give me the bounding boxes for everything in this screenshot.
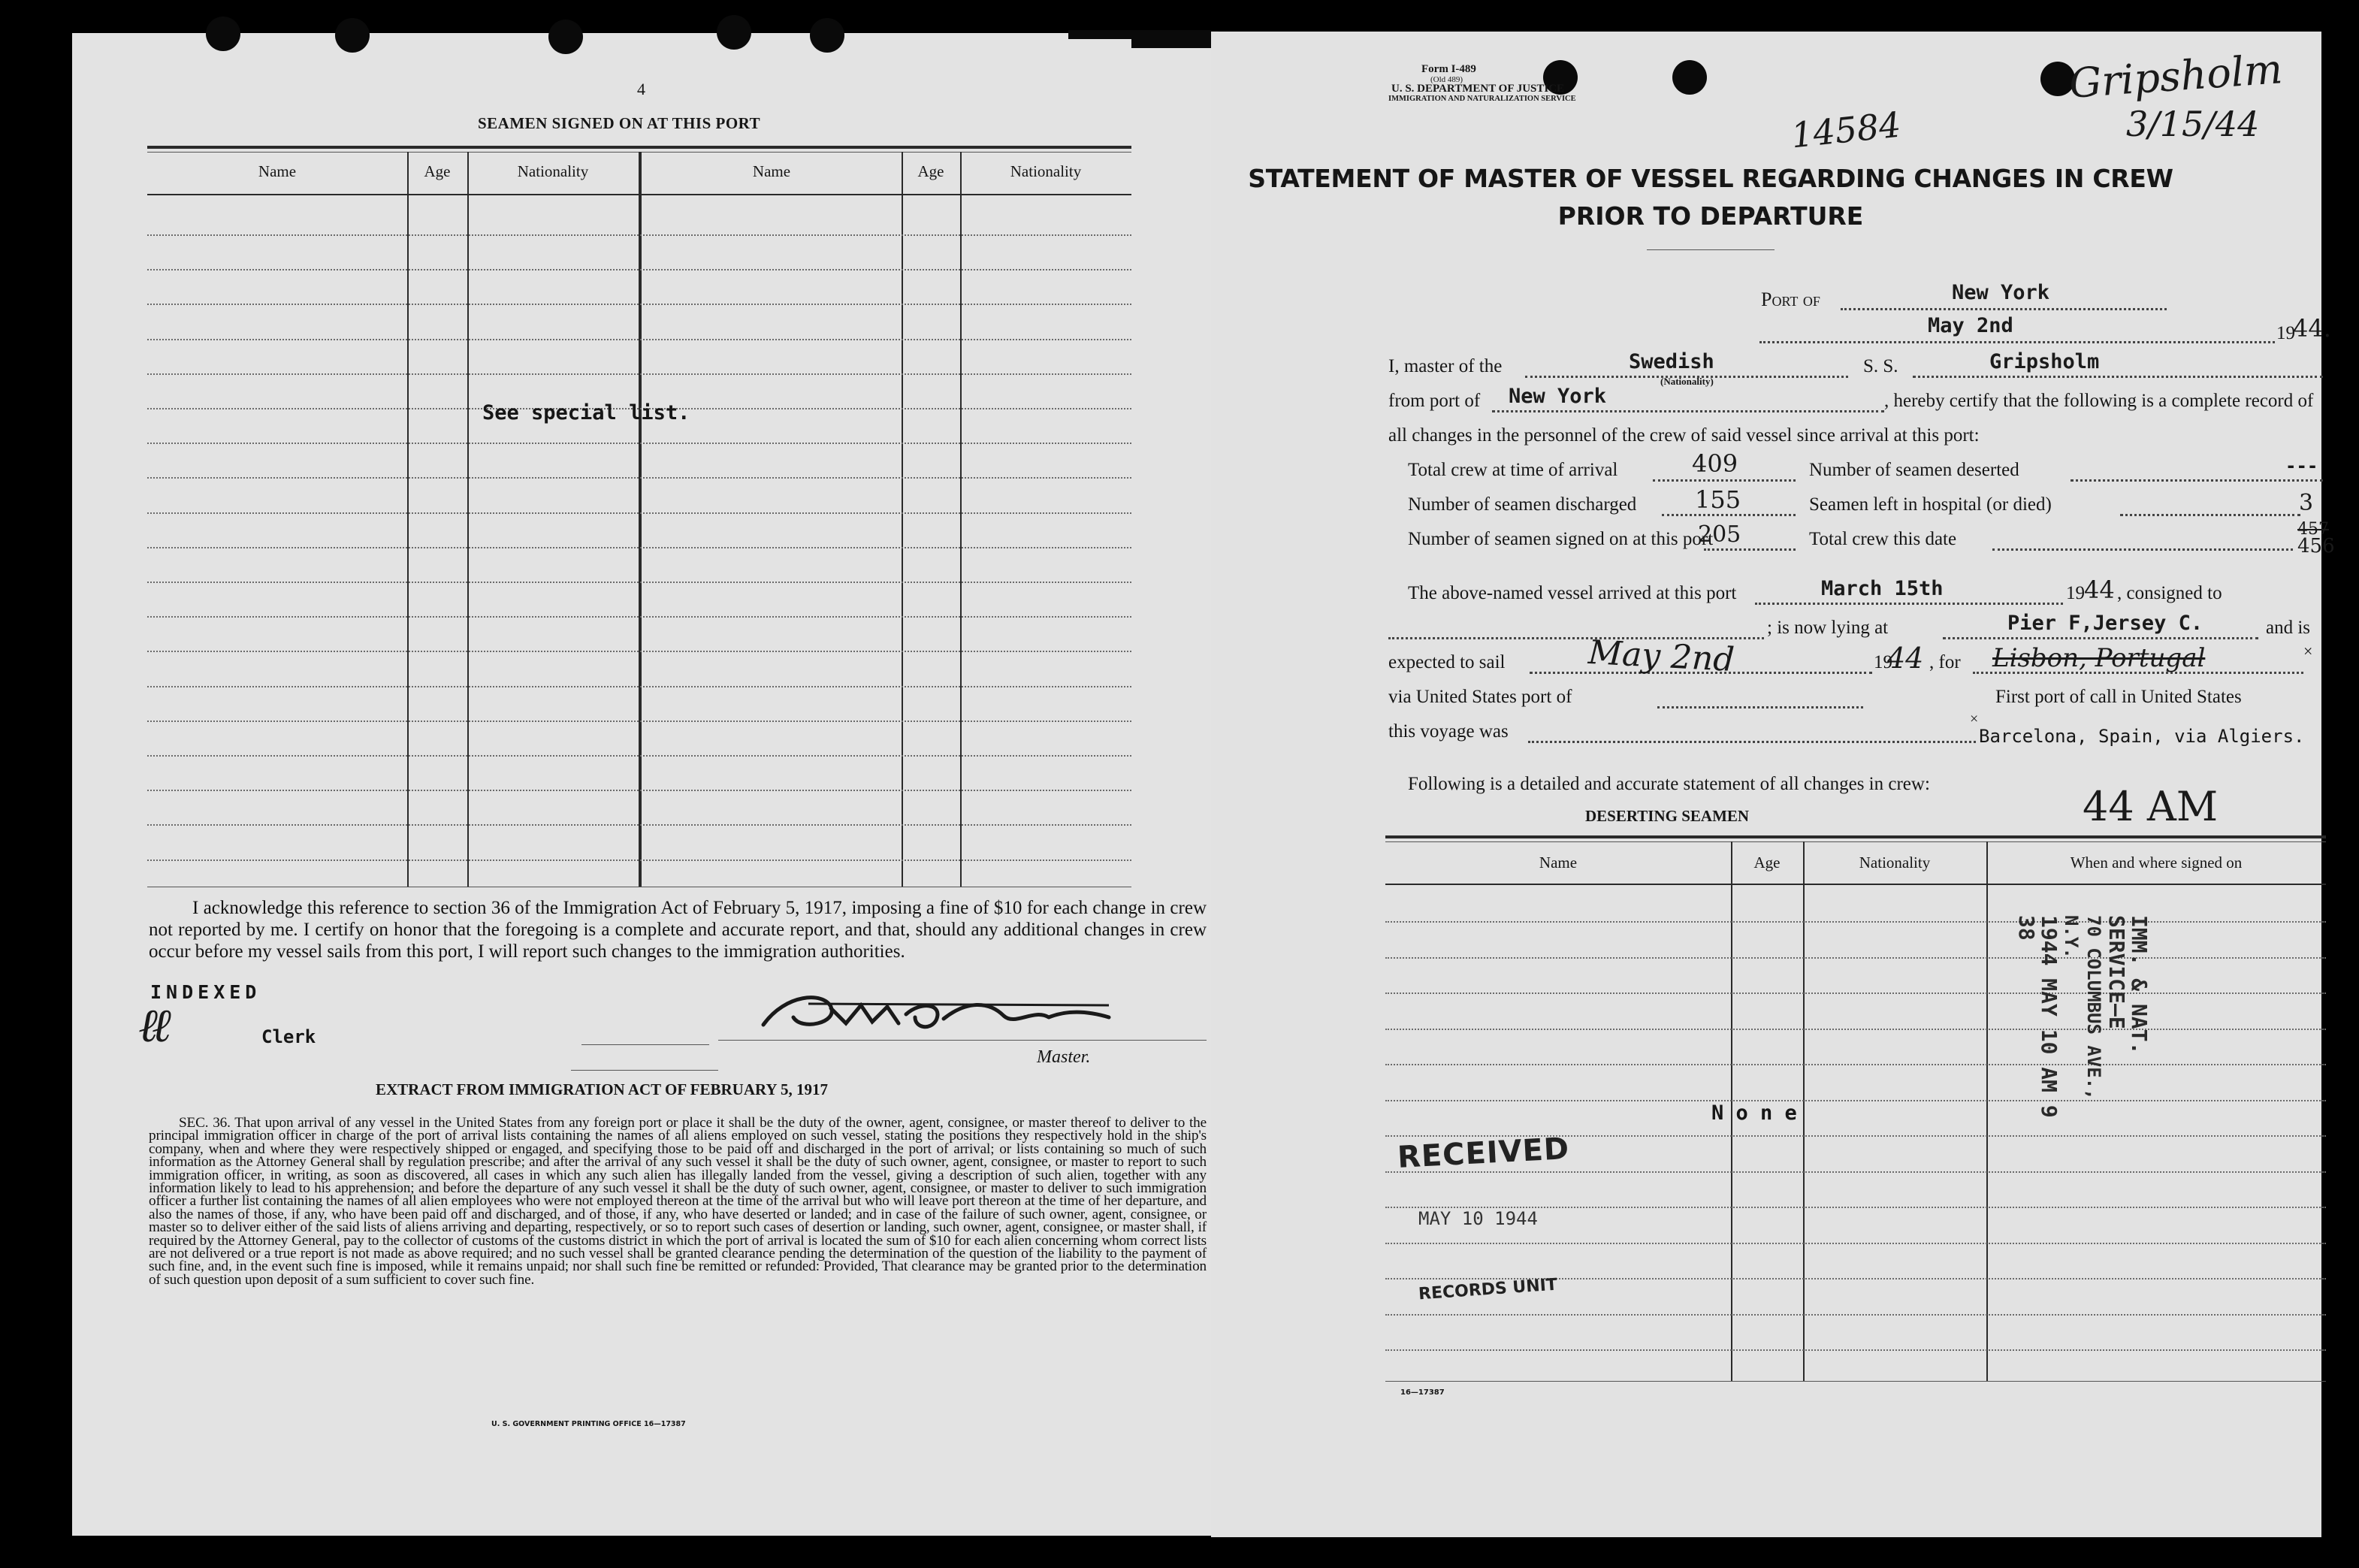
none-value: N o n e [1711, 1101, 1797, 1125]
arrived-year: 44 [2084, 576, 2115, 604]
table-row [147, 304, 1131, 305]
hospital-label: Seamen left in hospital (or died) [1809, 494, 2052, 515]
form-number: Form I-489 [1421, 63, 1476, 75]
table-row [147, 547, 1131, 548]
table-row [147, 824, 1131, 826]
table-top-rule [1385, 841, 2326, 842]
column-header-name: Name [752, 162, 791, 180]
punch-hole [206, 17, 240, 51]
ship-value: Gripsholm [1989, 350, 2100, 373]
printer-imprint: U. S. GOVERNMENT PRINTING OFFICE 16—17387 [491, 1420, 686, 1428]
table-row [147, 651, 1131, 652]
table-row [147, 686, 1131, 687]
table-row [147, 860, 1131, 861]
signed-on-label: Number of seamen signed on at this port [1408, 529, 1714, 549]
table-header-rule [1385, 884, 2326, 885]
clerk-initials: ℓℓ [138, 998, 165, 1053]
column-header-age: Age [917, 162, 944, 180]
column-divider [467, 152, 469, 887]
signed-on-value: 205 [1698, 521, 1741, 548]
table-bottom-rule [1385, 1381, 2326, 1382]
table-row [147, 339, 1131, 340]
punch-hole [717, 15, 751, 50]
table-row [147, 234, 1131, 236]
handwritten-time: 44 AM [2083, 783, 2219, 830]
form-title-line1: STATEMENT OF MASTER OF VESSEL REGARDING CHANGES IN CREW [1248, 164, 2173, 193]
department: U. S. DEPARTMENT OF JUSTICE [1391, 83, 1565, 95]
records-unit-stamp: RECORDS UNIT [1418, 1275, 1558, 1304]
for-value-struck: Lisbon, Portugal [1992, 643, 2206, 673]
total-date-label: Total crew this date [1809, 529, 1957, 549]
table-row [147, 443, 1131, 444]
received-stamp: RECEIVED [1396, 1131, 1571, 1175]
table-row [1385, 1064, 2326, 1065]
stat-dots [1653, 479, 1796, 482]
for-label: , for [1929, 652, 1961, 672]
master-signature-rule [718, 1040, 1207, 1041]
stat-dots [1992, 548, 2293, 551]
first-port-label: First port of call in United States [1995, 687, 2242, 707]
expected-label: expected to sail [1388, 652, 1506, 672]
handwritten-date: 3/15/44 [2126, 104, 2260, 144]
discharged-value: 155 [1695, 485, 1741, 514]
column-divider [407, 152, 409, 887]
date-value: May 2nd [1928, 314, 2013, 337]
insert-mark: × [1970, 711, 1979, 727]
table-row [1385, 1100, 2326, 1101]
received-date: MAY 10 1944 [1418, 1208, 1538, 1229]
arrived-label: The above-named vessel arrived at this port [1408, 583, 1737, 603]
total-date-value: 456 [2297, 535, 2335, 557]
following-text: Following is a detailed and accurate statement of all changes in crew: [1408, 774, 1930, 794]
table-row [1385, 1171, 2326, 1173]
ship-dots [1913, 376, 2323, 378]
via-label: via United States port of [1388, 687, 1572, 707]
hospital-value: 3 [2299, 490, 2314, 516]
from-port-label: from port of [1388, 391, 1481, 411]
all-changes-text: all changes in the personnel of the crew of said vessel since arrival at this port: [1388, 425, 1980, 446]
page-number: 4 [637, 80, 645, 98]
lying-value: Pier F,Jersey C. [2007, 612, 2203, 635]
total-arrival-value: 409 [1692, 449, 1738, 478]
body-note: See special list. [482, 401, 690, 424]
date-stamp [2015, 915, 2150, 1147]
certify-text: , hereby certify that the following is a complete record of [1884, 391, 2314, 411]
column-header-age: Age [1753, 853, 1781, 872]
form-old-number: (Old 489) [1430, 75, 1463, 84]
section-title: SEAMEN SIGNED ON AT THIS PORT [478, 114, 761, 132]
master-label: Master. [1037, 1047, 1091, 1067]
law-text: SEC. 36. That upon arrival of any vessel in the United States from any foreign port or place it shall be the duty of the owner, agent, consignee, or master thereof to deliver to the principal immigration officer in charge of the port of arrival lists containing the names of all aliens employed on such vessel, stating the positions they respectively hold in the ship's company, when and where they were respectively shipped or engaged, and specifying those to be paid off and discharged in the port of arrival; or lists containing so much of such information as the Attorney General shall by regulation prescribe; and after the arrival of any such vessel it shall be the duty of such owner, agent, consignee, or master to report to such immigration officer, in writing, as soon as discovered, all cases in which any such alien has illegally landed from the vessel, giving a description of such alien, together with any information likely to lead to his apprehension; and before the departure of any such vessel it shall be the duty of such owner, agent, consignee, or master to deliver to such immigration officer a further list containing the names of all alien employees who were not employed thereon at the time of the arrival but who will leave port thereon at the time of her departure, and also the names of those, if any, who have been paid off and discharged, and of those, if any, who have deserted or landed; and in case of the failure of such owner, agent, consignee, or master so to deliver either of the said lists of aliens arriving and departing, respectively, or so to report such cases of desertion or landing, such owner, agent, consignee, or master shall, if required by the Attorney General, pay to the collector of customs of the customs district in which the port of arrival is located the sum of $10 for each alien concerning whom correct lists are not delivered or a true report is not made as above required; and no such vessel shall be granted clearance pending the determination of the question of the liability to the payment of such fine, and, in the event such fine is imposed, while it remains unpaid; nor shall such fine be remitted or refunded: Provided, That clearance may be granted prior to the determination of such question upon deposit of a sum sufficient to cover such fine. [149, 1115, 1207, 1288]
table-top-rule [1385, 835, 2326, 838]
and-is-label: and is [2266, 618, 2311, 638]
nationality-value: Swedish [1629, 350, 1714, 373]
year-prefix: 19 [2276, 323, 2295, 343]
table-row [1385, 957, 2326, 959]
table-row [147, 721, 1131, 722]
stat-dots [1704, 548, 1796, 551]
left-page [72, 33, 1219, 1536]
voyage-label: this voyage was [1388, 721, 1509, 742]
stamp-line: 70 COLUMBUS AVE., N.Y. [2061, 915, 2104, 1100]
consigned-label: , consigned to [2117, 583, 2222, 603]
table-row [1385, 1029, 2326, 1030]
stat-dots [2071, 479, 2323, 482]
form-title-line2: PRIOR TO DEPARTURE [1557, 201, 1864, 231]
table-row [1385, 1243, 2326, 1244]
date-dots [1759, 341, 2275, 343]
table-row [147, 373, 1131, 375]
stamp-line: IMM. & NAT. SERVICE—E [2104, 915, 2152, 1055]
printer-code: 16—17387 [1400, 1388, 1445, 1397]
port-value: New York [1952, 281, 2050, 304]
indexed-stamp: INDEXED [150, 981, 261, 1003]
punch-hole [548, 20, 583, 54]
title-rule [1647, 249, 1775, 250]
table-row [1385, 1349, 2326, 1351]
year-value: 44. [2293, 314, 2331, 343]
voyage-value: Barcelona, Spain, via Algiers. [1979, 726, 2305, 747]
table-row [147, 269, 1131, 270]
punch-hole [810, 18, 844, 53]
clerk-label: Clerk [261, 1026, 316, 1047]
port-dots [1841, 308, 2167, 310]
sail-year-prefix: 19 [1874, 652, 1892, 672]
punch-hole [1672, 60, 1707, 95]
page-tear [1131, 38, 1219, 48]
insert-mark: × [2303, 642, 2313, 660]
column-divider [639, 152, 642, 887]
table-row [147, 616, 1131, 618]
table-top-rule [147, 146, 1131, 149]
via-dots [1657, 706, 1863, 708]
discharged-label: Number of seamen discharged [1408, 494, 1637, 515]
stamp-line: 1944 MAY 10 AM 9 38 [2014, 915, 2061, 1118]
table-row [1385, 1314, 2326, 1316]
nationality-caption: (Nationality) [1660, 376, 1714, 387]
table-row [147, 477, 1131, 479]
total-arrival-label: Total crew at time of arrival [1408, 460, 1618, 480]
column-header-age: Age [424, 162, 451, 180]
voyage-dots [1528, 741, 1976, 743]
punch-hole [335, 18, 370, 53]
extract-rule [571, 1070, 718, 1071]
column-header-name: Name [258, 162, 297, 180]
column-header-nationality: Nationality [1859, 853, 1931, 872]
column-divider [960, 152, 962, 887]
sail-year: 44 [1887, 642, 1924, 675]
handwritten-ship: Gripsholm [2068, 45, 2285, 107]
column-header-nationality: Nationality [1010, 162, 1082, 180]
master-of-label: I, master of the [1388, 356, 1503, 376]
table-row [147, 790, 1131, 791]
extract-title: EXTRACT FROM IMMIGRATION ACT OF FEBRUARY 5, 1917 [376, 1080, 829, 1098]
sail-date-value: May 2nd [1587, 633, 1735, 680]
column-header-name: Name [1539, 853, 1578, 872]
right-page [1211, 32, 2335, 1537]
lying-dots [1943, 637, 2258, 639]
table-row [1385, 992, 2326, 994]
acknowledgement-text: I acknowledge this reference to section 36 of the Immigration Act of February 5, 1917, imposing a fine of $10 for each change in crew not reported by me. I certify on honor that the foregoing is a complete and accurate report, and that, should any additional changes in crew occur before my vessel sails from this port, I will report such changes to the immigration authorities. [149, 898, 1207, 962]
stat-dots [2120, 514, 2300, 516]
arrived-year-prefix: 19 [2066, 583, 2085, 603]
now-lying-label: ; is now lying at [1767, 618, 1889, 638]
column-header-signed-on: When and where signed on [2070, 853, 2243, 872]
port-of-label: Port of [1761, 289, 1820, 310]
from-port-value: New York [1509, 385, 1607, 408]
column-header-nationality: Nationality [517, 162, 589, 180]
table-row [147, 582, 1131, 583]
ss-label: S. S. [1863, 356, 1898, 376]
arrived-value: March 15th [1821, 577, 1944, 600]
arrived-dots [1755, 603, 2063, 605]
table-row [1385, 921, 2326, 923]
handwritten-number: 14584 [1789, 104, 1903, 156]
service: IMMIGRATION AND NATURALIZATION SERVICE [1388, 95, 1576, 103]
deserted-value: --- [2285, 455, 2318, 476]
from-port-dots [1492, 410, 1884, 412]
table-row [147, 512, 1131, 514]
deserted-label: Number of seamen deserted [1809, 460, 2019, 480]
table-row [147, 755, 1131, 757]
deserting-title: DESERTING SEAMEN [1585, 807, 1750, 825]
signature-rule [581, 1044, 709, 1045]
stat-dots [1662, 514, 1796, 516]
total-date-struck-value: 457 [2297, 520, 2329, 539]
column-divider [902, 152, 903, 887]
